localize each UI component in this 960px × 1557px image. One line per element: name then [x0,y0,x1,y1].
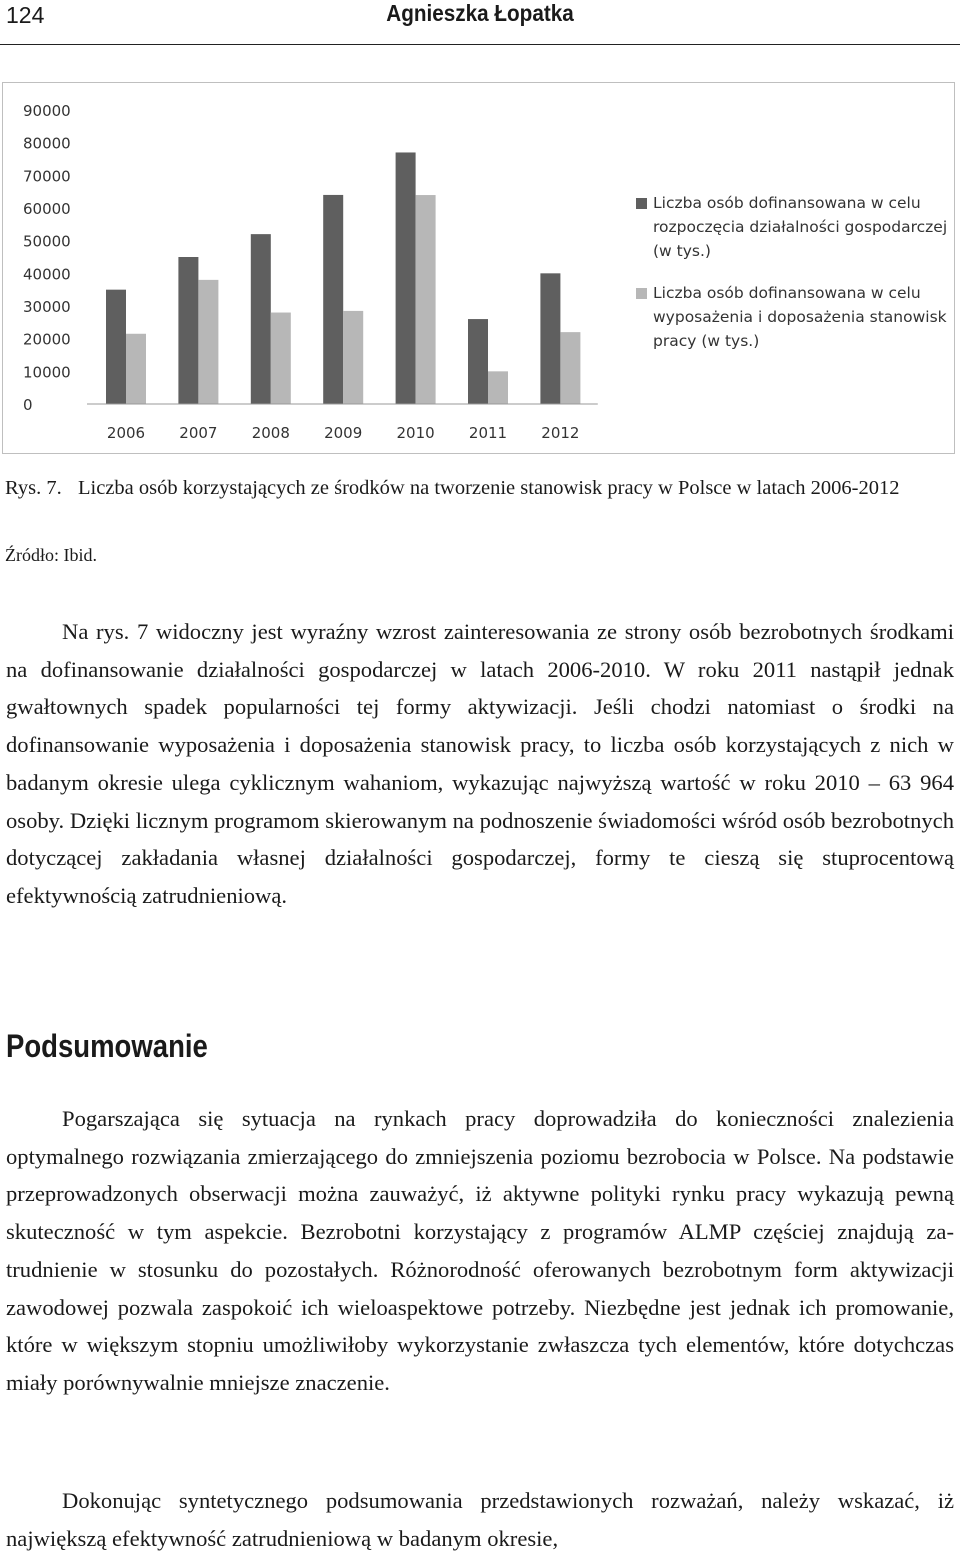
y-tick-label: 70000 [23,167,71,186]
running-head-author: Agnieszka Łopatka [386,0,574,26]
bar-series-2 [416,195,436,404]
y-tick-label: 20000 [23,330,71,349]
page-header [0,0,960,45]
paragraph-3: Dokonując syntetycznego podsumowania przedstawionych rozważań, należy wskazać, iż największą efektywność zatrudnieniową w badanym okresie, [6,1488,954,1551]
bar-series-2 [560,332,580,404]
figure-source: Źródło: Ibid. [5,545,97,565]
y-tick-label: 50000 [23,232,71,251]
x-tick-label: 2008 [251,424,290,442]
figure-label: Rys. 7. [5,477,62,499]
y-tick-label: 30000 [23,298,71,316]
bar-series-1 [106,290,126,404]
legend-label-series-2: Liczba osób dofinansowana w celu wyposażenia i doposażenia stanowisk pracy (w tys.) [653,284,947,350]
y-tick-label: 40000 [23,265,71,284]
y-tick-label: 10000 [23,363,71,382]
x-tick-label: 2007 [179,424,218,442]
bar-chart [2,82,955,454]
legend-swatch-light [636,288,647,299]
x-tick-label: 2012 [541,424,580,442]
y-tick-label: 60000 [23,200,71,218]
x-tick-label: 2006 [106,424,146,442]
bar-series-1 [323,195,343,404]
y-tick-label: 90000 [23,102,71,120]
section-heading: Podsumowanie [6,1028,208,1064]
paragraph-1: Na rys. 7 widoczny jest wyraźny wzrost zainteresowania ze strony osób bezrobotnych środkami na dofinansowanie działalności gospodarczej w latach 2006-2010. W roku 2011 nastąpił jednak gwałtownych spadek popularności tej formy aktywizacji. Jeśli chodzi natomiast o środki na dofinansowanie wyposażenia i doposażenia stanowisk pracy, to liczba osób korzystających z nich w badanym okresie ulega cyklicznym wahaniom, wykazując najwyższą wartość w roku 2010 – 63 964 osoby. Dzięki licznym programom skierowanym na podnoszenie świadomości wśród osób bezrobotnych dotyczącej zakładania własnej działalności gospodarczej, formy te cieszą się stuprocentową efektywnością zatrudnieniową. [6,619,954,908]
bar-series-1 [468,319,488,404]
chart-legend [633,191,953,371]
bar-series-2 [198,280,218,404]
bar-series-1 [178,257,198,404]
bar-series-1 [251,234,271,404]
bar-series-2 [126,334,146,404]
legend-swatch-dark [636,198,647,209]
page-number: 124 [6,2,45,28]
bar-series-1 [396,152,416,404]
figure-caption [5,474,955,503]
figure-caption-text: Liczba osób korzystających ze środków na tworzenie stanowisk pracy w Polsce w latach 2006-2012 [78,477,900,499]
paragraph-2: Pogarszająca się sytuacja na rynkach pracy doprowadziła do konieczności znalezienia optymalnego rozwiązania zmierzającego do zmniejszenia poziomu bezrobocia w Polsce. Na podstawie przeprowadzonych obserwacji można zauważyć, iż aktywne polityki rynku pracy wykazują pewną skuteczność w tym aspekcie. Bezrobotni korzystający z programów ALMP częściej znajdują zatrudnienie w stosunku do pozostałych. Różnorodność oferowanych bezrobotnym form aktywizacji zawodowej pozwala zaspokoić ich wieloaspektowe potrzeby. Niezbędne jest jednak ich promowanie, które w większym stopniu umożliwiłoby wykorzystanie zwłaszcza tych elementów, które dotychczas miały porównywalnie mniejsze znaczenie. [6,1106,954,1395]
x-tick-label: 2010 [396,424,435,442]
x-tick-label: 2011 [468,424,508,442]
x-tick-label: 2009 [324,424,363,442]
legend-item-series-2 [633,281,953,353]
y-tick-label: 80000 [23,134,71,153]
bar-series-1 [540,273,560,404]
legend-item-series-1 [633,191,953,263]
bar-series-2 [343,311,363,404]
bar-series-2 [271,313,291,404]
legend-label-series-1: Liczba osób dofinansowana w celu rozpoczęcia działalności gospodarczej (w tys.) [653,194,948,260]
bar-series-2 [488,371,508,404]
y-tick-label: 0 [23,396,33,414]
